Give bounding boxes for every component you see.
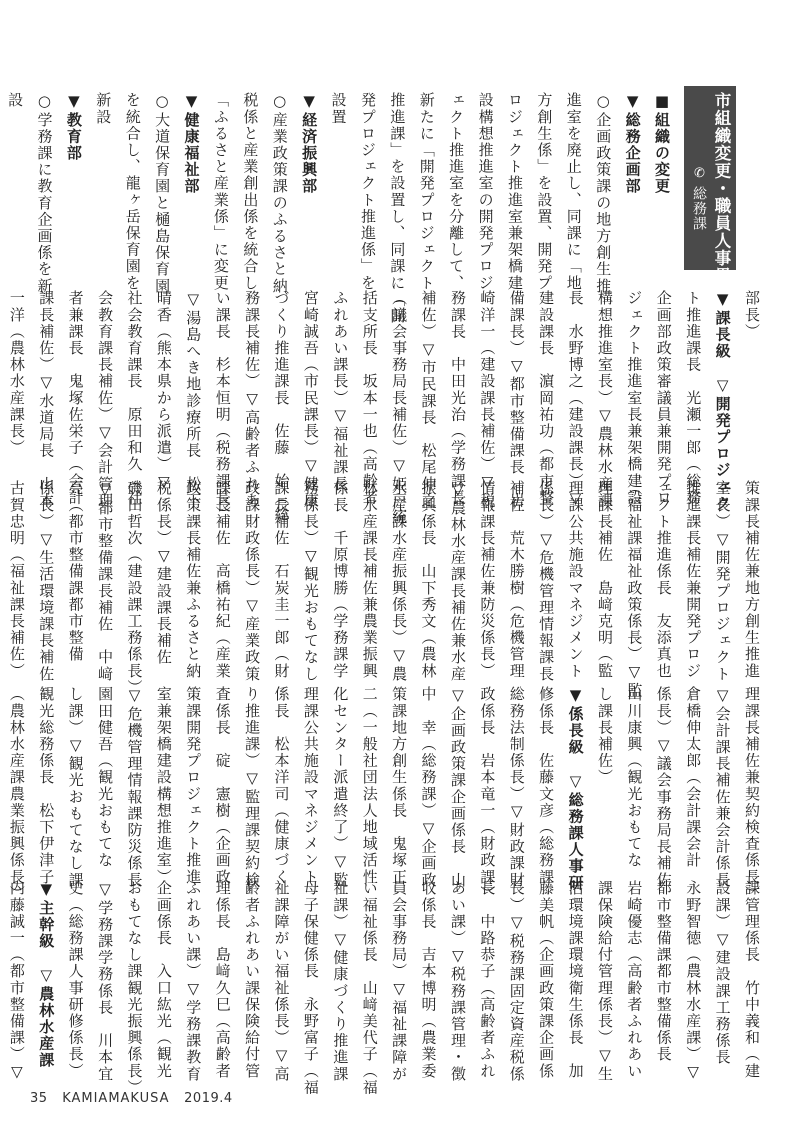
text-line: 内藤誠一（都市整備課）▽ (7, 880, 26, 1083)
text-column-4 (7, 686, 766, 902)
page-number: 35 (30, 1091, 48, 1106)
text-line: 情報課長補佐兼防災係長） (478, 480, 497, 680)
text-line: （福祉課福祉政策係長）▽監 (625, 480, 644, 699)
text-line: ロジェクト推進室兼架橋建 (505, 92, 524, 292)
text-line: 中 幸（総務課）▽企画政 (419, 686, 438, 889)
text-line: 永野智徳（農林水産課）▽ (684, 880, 703, 1083)
text-line: 策課長補佐兼地方創生推進 (743, 480, 761, 680)
text-line: 磯田哲次（建設課工務係長） (125, 480, 144, 696)
text-line: 古賀忠明（福祉課長補佐） (7, 480, 26, 680)
text-line: り推進課）▽監理課契約検 (243, 686, 262, 889)
text-line: 者兼課長 鬼塚佐栄子（会計 (66, 290, 85, 506)
text-line: ト推進課長 光瀬一郎（総務 (684, 290, 703, 506)
text-line: 推進課」を設置し、同課に「開 (388, 92, 407, 325)
department-name: 総務課 (691, 186, 707, 231)
text-line: 括支所長 坂本一也（高齢者 (360, 290, 379, 506)
text-line: 山川康興（観光おもてな (625, 686, 644, 869)
text-line: 備課長）▽都市整備課長 岩 (507, 290, 526, 509)
text-column-3 (7, 480, 766, 699)
text-line: づくり推進課長 佐藤 始（総 (272, 290, 291, 523)
text-line: ▼課長級 ▽開発プロジェク (713, 290, 732, 512)
text-line: 岩崎優志（高齢者ふれあい (625, 880, 644, 1080)
text-line: 化センター派遣終了）▽監 (331, 686, 350, 889)
text-line: 長 中路恭子（高齢者ふれ (478, 880, 497, 1080)
text-line: 「ふるさと産業係」に変更 (211, 92, 230, 292)
text-line: 藤美帆（企画政策課企画係 (537, 880, 556, 1080)
text-line: 長 水野博之（建設課長）▽ (566, 290, 585, 509)
text-line: 林水産課長補佐兼農業振興 (360, 480, 379, 680)
text-line: 政課財政係長）▽産業政策 (243, 480, 262, 683)
text-line: 係長 千原博勝（学務課学 (331, 480, 350, 680)
text-line: を統合し、龍ヶ岳保育園を (123, 92, 142, 292)
text-line: ▽企画政策課企画係長 山 (448, 686, 467, 889)
text-line: （農林水産課農業振興係長） (7, 686, 26, 902)
text-line: 史（総務課人事研修係長） (66, 880, 85, 1080)
issue-date: 2019.4 (184, 1091, 233, 1106)
text-line: ▼経済振興部 (300, 92, 319, 195)
text-line: 水産課水産振興係長）▽農 (390, 480, 409, 683)
text-line: 活環境課環境衛生係長 加 (566, 880, 585, 1080)
text-line: 務係長）▽観光おもてなし (301, 480, 320, 683)
text-line: 齢者ふれあい課保険給付管 (243, 880, 262, 1080)
text-line: あい課）▽税務課管理・徴 (448, 880, 467, 1083)
text-line: 務課長補佐）▽高齢者ふれあ (243, 290, 262, 509)
text-line: 宮崎誠吾（市民課長）▽健康 (301, 290, 320, 509)
text-line: 推進課長補佐兼開発プロジ (684, 480, 703, 680)
text-line: ▽会計課長補佐兼会計係長 (713, 686, 732, 889)
text-line: 係長）▽生活環境課長補佐 (37, 480, 56, 683)
text-line: 晴香（熊本県から派遣）▽ (154, 290, 173, 493)
department-label (688, 92, 710, 264)
text-line: ▽学務課学務係長 川本宜 (96, 880, 115, 1083)
text-line: 一洋（農林水産課長） (7, 290, 26, 456)
text-line: （議会事務局長補佐）▽姫戸統 (390, 290, 409, 526)
text-line: ▼健康福祉部 (182, 92, 201, 195)
text-line: ▼総務企画部 (623, 92, 642, 195)
phone-icon: ✆ (692, 166, 707, 182)
text-line: 設 (6, 92, 25, 109)
text-line: ェクト推進係長 友添真也 (654, 480, 673, 680)
text-line: ▽危機管理情報課防災係長 (125, 686, 144, 889)
text-line: ふれあい課）▽学務課教育 (184, 880, 203, 1083)
text-line: い課長 杉本恒明（税務課長） (213, 290, 232, 523)
text-line: ○産業政策課のふるさと納 (270, 92, 289, 295)
text-line: ジェクト推進室長兼架橋建設 (625, 290, 644, 506)
text-line: 園田健吾（観光おもてな (96, 686, 115, 869)
text-line: 収係長 吉本博明（農業委 (419, 880, 438, 1080)
text-line: い福祉係長 山﨑美代子（福 (360, 880, 379, 1096)
text-column-2 (7, 290, 766, 526)
text-line: 政策課長補佐兼ふるさと納 (184, 480, 203, 680)
text-line: 方創生係」を設置、開発プ (535, 92, 554, 292)
text-line: ○学務課に教育企画係を新 (35, 92, 54, 295)
text-line: 員会事務局）▽福祉課障が (390, 880, 409, 1083)
text-line: ○大道保育園と樋島保育園 (153, 92, 172, 295)
section-title: 市組織変更・職員人事異動 (712, 92, 731, 302)
text-line: 策課地方創生係長 鬼塚正 (390, 686, 409, 886)
text-line: 祉課）▽健康づくり推進課 (331, 880, 350, 1083)
text-line: 企画係長 入口紘光（観光 (154, 880, 173, 1080)
text-line: 補佐）▽市民課長 松尾伸之 (419, 290, 438, 509)
text-line: ▽湯島へき地診療所長 松下 (184, 290, 203, 509)
text-line: 部長） (743, 290, 761, 340)
text-line: 構想推進室長）▽農林水産課 (595, 290, 614, 509)
text-line: 課長補佐 高橋祐紀（産業 (213, 480, 232, 680)
text-line: ェクト推進室を分離して、 (447, 92, 466, 292)
text-line: 理課公共施設マネジメント (566, 480, 585, 680)
text-line: ▽農林水産課長補佐兼水産 (448, 480, 467, 683)
text-line: ふれあい課長）▽福祉課長 (331, 290, 350, 493)
text-line: 税係と産業創出係を統合し (241, 92, 260, 292)
text-line: 都市整備課都市整備係長 (654, 880, 673, 1063)
text-line: 建設課長 濵岡祐功（都市整 (537, 290, 556, 506)
text-line: 課管理係長 竹中義和（建 (743, 880, 761, 1080)
text-line: 振興係長 山下秀文（農林 (419, 480, 438, 680)
section-title-box (684, 86, 736, 302)
text-line: 査係長 碇 憲樹（企画政 (213, 686, 232, 886)
text-line: 係長）▽危機管理情報課長 (537, 480, 556, 683)
text-line: 総務法制係長）▽財政課財 (507, 686, 526, 889)
text-line: 社会教育課長 原田和久（社 (125, 290, 144, 506)
text-line: 新たに「開発プロジェクト (417, 92, 436, 292)
text-line: 観光総務係長 松下伊津子 (37, 686, 56, 886)
text-line: 設置 (329, 92, 348, 126)
text-line: 倉橋伸太郎（会計課会計 (684, 686, 703, 869)
text-line: 設課）▽建設課工務係長 (713, 880, 732, 1066)
text-line: 係長）▽議会事務局長補佐 (654, 686, 673, 889)
text-line: 策課開発プロジェクト推進 (184, 686, 203, 886)
text-line: 崎洋一（建設課長補佐）▽税 (478, 290, 497, 509)
text-line: し課）▽観光おもてなし課 (66, 686, 85, 889)
text-line: 進室を廃止し、同課に「地 (564, 92, 583, 292)
text-line: 補佐 荒木勝樹（危機管理 (507, 480, 526, 680)
text-line: 課保険給付管理係長）▽生 (595, 880, 614, 1083)
text-line: 税係長）▽建設課長補佐 (154, 480, 173, 666)
text-line: ▼主幹級 ▽農林水産課 (37, 880, 56, 1069)
text-line: ○企画政策課の地方創生推 (594, 92, 613, 295)
text-line: ▼係長級 ▽総務課人事研 (566, 686, 585, 892)
text-line: 会教育課長補佐）▽会計管理 (96, 290, 115, 509)
text-line: 修係長 佐藤文彦（総務課 (537, 686, 556, 886)
text-line: ▼教育部 (64, 92, 83, 162)
text-line: 二（一般社団法人地域活性 (360, 686, 379, 886)
text-line: 室兼架橋建設構想推進室） (154, 686, 173, 886)
text-line: ■組織の変更 (653, 92, 671, 195)
text-line: 発プロジェクト推進係」を (358, 92, 377, 292)
text-line: し課長補佐） (595, 686, 614, 786)
text-line: 設構想推進室の開発プロジ (476, 92, 495, 292)
text-line: 政係長 岩本竜一（財政課） (478, 686, 497, 902)
text-line: 祉課障がい福祉係長）▽高 (272, 880, 291, 1083)
text-line: 理課公共施設マネジメント (301, 686, 320, 886)
text-line: 母子保健係長 永野富子（福 (301, 880, 320, 1096)
text-line: 企画部政策審議員兼開発プロ (654, 290, 673, 506)
text-line: 係長 松本洋司（健康づく (272, 686, 291, 886)
magazine-name: KAMIAMAKUSA (62, 1091, 170, 1106)
text-line: 課長補佐）▽水道局長 山本 (37, 290, 56, 509)
text-line: 新設 (94, 92, 113, 126)
text-line: 室長）▽開発プロジェクト (713, 480, 732, 683)
text-line: 課長補佐 石炭圭一郎（財 (272, 480, 291, 680)
text-line: おもてなし課観光振興係長） (125, 880, 144, 1096)
text-line: 長）▽税務課固定資産税係 (507, 880, 526, 1083)
text-line: 理係長 島﨑久巳（高齢者 (213, 880, 232, 1080)
text-line: 理課長補佐 島﨑克明（監 (595, 480, 614, 680)
text-column-1 (6, 92, 676, 325)
text-column-5 (7, 880, 766, 1096)
text-line: ▽都市整備課長補佐 中﨑 (96, 480, 115, 683)
text-line: 亮（都市整備課都市整備 (66, 480, 85, 663)
text-line: 理課長補佐兼契約検査係長） (743, 686, 761, 902)
text-line: 務課長 中田光治（学務課長 (448, 290, 467, 506)
